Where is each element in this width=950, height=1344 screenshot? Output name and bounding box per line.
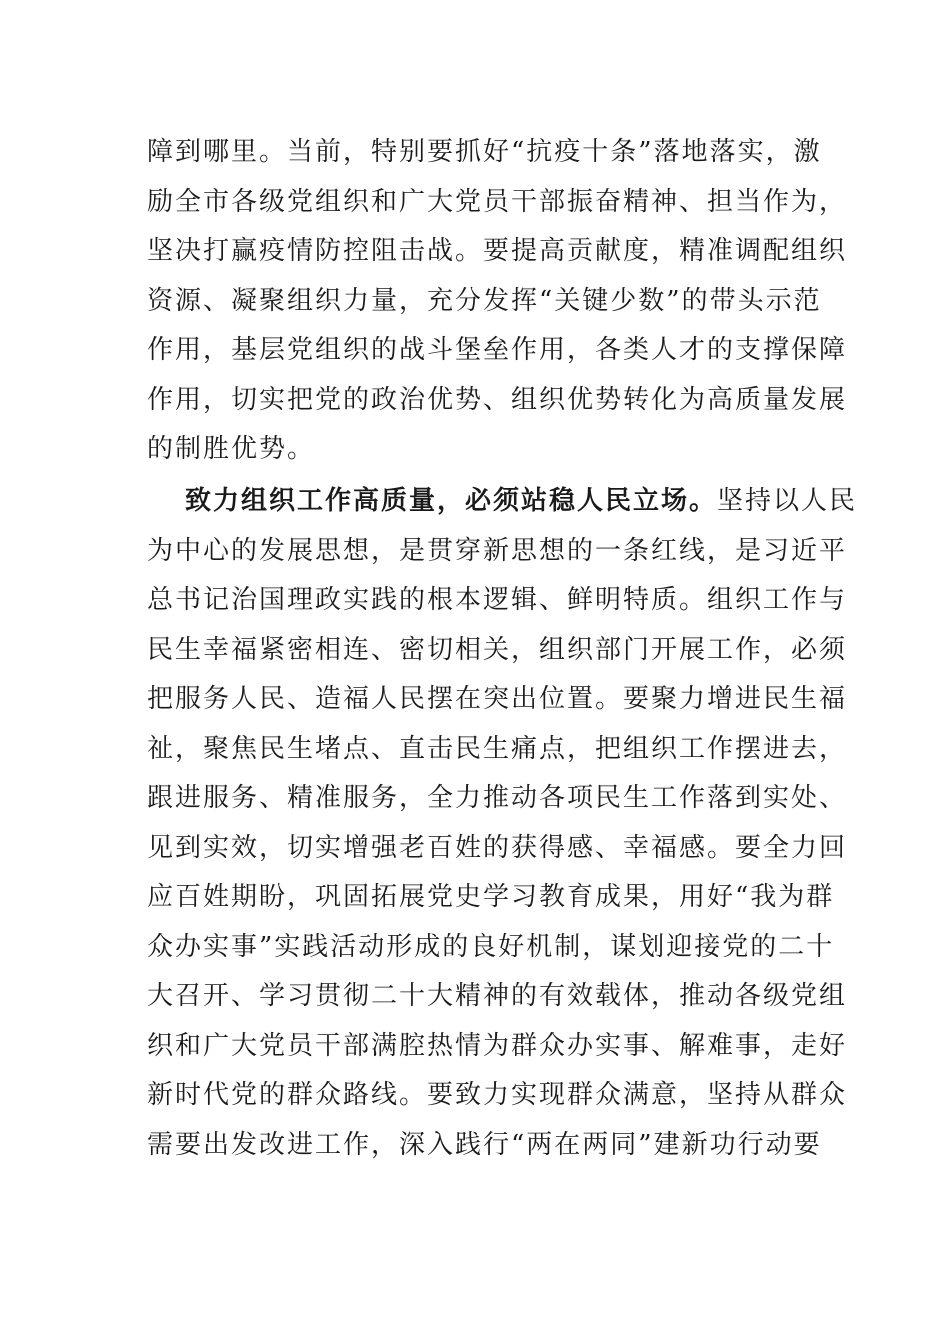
paragraph-line: 大召开、学习贯彻二十大精神的有效载体，推动各级党组 [147,981,848,1011]
paragraph-line: 应百姓期盼，巩固拓展党史学习教育成果，用好“我为群 [147,882,835,912]
paragraph-line: 祉，聚焦民生堵点、直击民生痛点，把组织工作摆进去， [147,733,848,764]
paragraph-line: 坚决打赢疫情防控阻击战。要提高贡献度，精准调配组织 [147,236,848,266]
paragraph-line: 需要出发改进工作，深入践行“两在两同”建新功行动要 [147,1129,822,1160]
paragraph-line: 织和广大党员干部满腔热情为群众办实事、解难事，走好 [147,1030,848,1061]
paragraph-line: 众办实事”实践活动形成的良好机制，谋划迎接党的二十 [147,931,835,962]
paragraph-first-line [147,477,858,527]
paragraph-line: 跟进服务、精准服务，全力推动各项民生工作落到实处、 [147,783,848,813]
paragraph-lead-rest: 坚持以人民 [717,486,858,516]
paragraph-line: 把服务人民、造福人民摆在突出位置。要聚力增进民生福 [147,684,848,714]
paragraph-line: 总书记治国理政实践的根本逻辑、鲜明特质。组织工作与 [147,585,848,615]
paragraph-line: 励全市各级党组织和广大党员干部振奋精神、担当作为， [147,186,848,217]
paragraph-line: 见到实效，切实增强老百姓的获得感、幸福感。要全力回 [147,832,848,863]
paragraph-line: 资源、凝聚组织力量，充分发挥“关键少数”的带头示范 [147,285,822,316]
paragraph-line: 新时代党的群众路线。要致力实现群众满意，坚持从群众 [147,1080,848,1110]
paragraph-line: 作用，基层党组织的战斗堡垒作用，各类人才的支撑保障 [147,335,848,365]
paragraph-line: 作用，切实把党的政治优势、组织优势转化为高质量发展 [147,384,848,415]
paragraph-line: 民生幸福紧密相连、密切相关，组织部门开展工作，必须 [147,634,848,665]
paragraph-2 [147,477,858,1170]
paragraph-lead-heading: 致力组织工作高质量，必须站稳人民立场。 [185,486,718,516]
paragraph-line: 障到哪里。当前，特别要抓好“抗疫十条”落地落实，激 [147,137,822,167]
paragraph-line: 为中心的发展思想，是贯穿新思想的一条红线，是习近平 [147,535,848,566]
paragraph-1 [147,128,848,475]
paragraph-line: 的制胜优势。 [147,434,316,464]
